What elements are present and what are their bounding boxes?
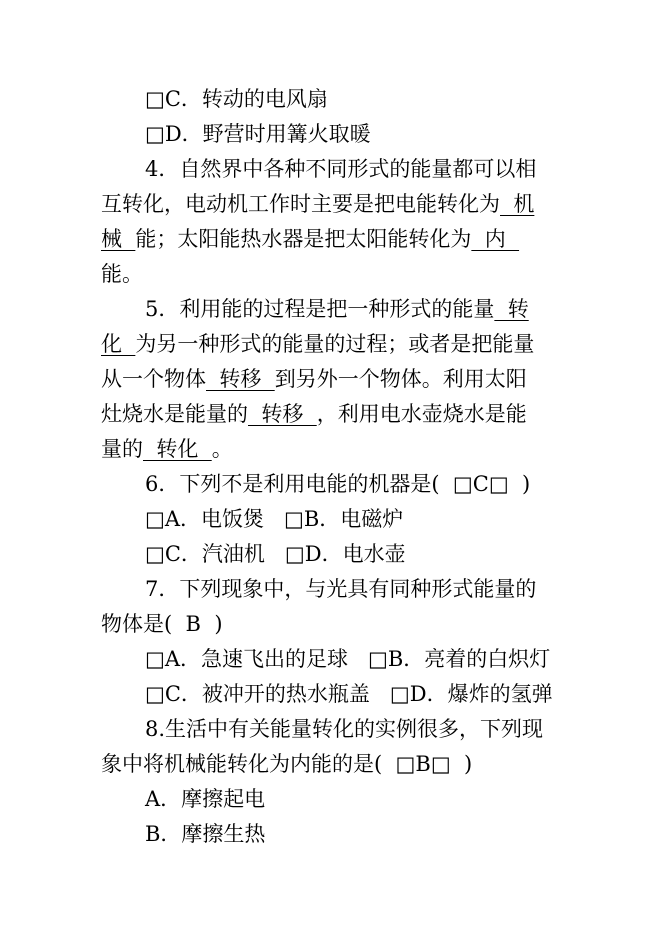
text-segment: 为另一种形式的能量的过程；或者是把能量 <box>135 332 535 356</box>
question-8-line <box>101 749 472 779</box>
text-segment: 5．利用能的过程是把一种形式的能量 <box>145 297 495 321</box>
answer-blank <box>122 227 135 251</box>
text-segment: 到另外一个物体。利用太阳 <box>274 367 527 391</box>
question-6-line <box>145 469 530 499</box>
answer-blank <box>122 332 135 356</box>
text-segment: ，利用电水壶烧水是能 <box>316 402 527 426</box>
question-8-line: 8.生活中有关能量转化的实例很多，下列现 <box>145 717 544 741</box>
option-line: □C．被冲开的热水瓶盖 □D．爆炸的氢弹 <box>145 682 553 706</box>
option-line: A．摩擦起电 <box>145 787 266 811</box>
text-segment: 。 <box>211 437 233 461</box>
answer-blank: 转移 <box>248 402 317 426</box>
question-4-line: 能。 <box>101 262 143 286</box>
answer-blank: 械 <box>101 227 122 251</box>
answer-blank: 机 <box>500 192 535 216</box>
text-segment: ) <box>464 752 473 776</box>
question-4-line: 4．自然界中各种不同形式的能量都可以相 <box>145 157 537 181</box>
question-5-line <box>101 399 527 429</box>
question-7-line <box>101 609 223 639</box>
question-5-line <box>101 329 534 359</box>
option-line: B．摩擦生热 <box>145 822 266 846</box>
text-segment: 能；太阳能热水器是把太阳能转化为 <box>135 227 472 251</box>
answer-blank: 转 <box>494 297 529 321</box>
option-line: □C．转动的电风扇 <box>145 87 328 111</box>
answer-mark: B <box>172 612 215 636</box>
text-segment: 6．下列不是利用电能的机器是( <box>145 472 440 496</box>
text-segment: 象中将机械能转化为内能的是( <box>101 752 383 776</box>
text-segment: ) <box>522 472 531 496</box>
answer-blank: 转移 <box>206 367 275 391</box>
question-5-line <box>145 294 529 324</box>
text-segment: 互转化，电动机工作时主要是把电能转化为 <box>101 192 500 216</box>
text-segment: 灶烧水是能量的 <box>101 402 248 426</box>
question-5-line <box>101 364 527 394</box>
text-segment: 从一个物体 <box>101 367 206 391</box>
option-line: □D．野营时用篝火取暖 <box>145 122 371 146</box>
answer-blank: 内 <box>471 227 520 251</box>
option-line: □A．电饭煲 □B．电磁炉 <box>145 507 404 531</box>
question-4-line <box>101 189 534 219</box>
answer-blank: 转化 <box>143 437 212 461</box>
answer-mark: □C□ <box>439 472 523 496</box>
text-segment: ) <box>214 612 223 636</box>
answer-blank: 化 <box>101 332 122 356</box>
text-segment: 量的 <box>101 437 143 461</box>
option-line: □C．汽油机 □D．电水壶 <box>145 542 406 566</box>
answer-mark: □B□ <box>382 752 465 776</box>
text-segment: 物体是( <box>101 612 173 636</box>
question-7-line: 7．下列现象中，与光具有同种形式能量的 <box>145 577 537 601</box>
question-5-line <box>101 434 233 464</box>
option-line: □A．急速飞出的足球 □B．亮着的白炽灯 <box>145 647 551 671</box>
question-4-line <box>101 224 519 254</box>
